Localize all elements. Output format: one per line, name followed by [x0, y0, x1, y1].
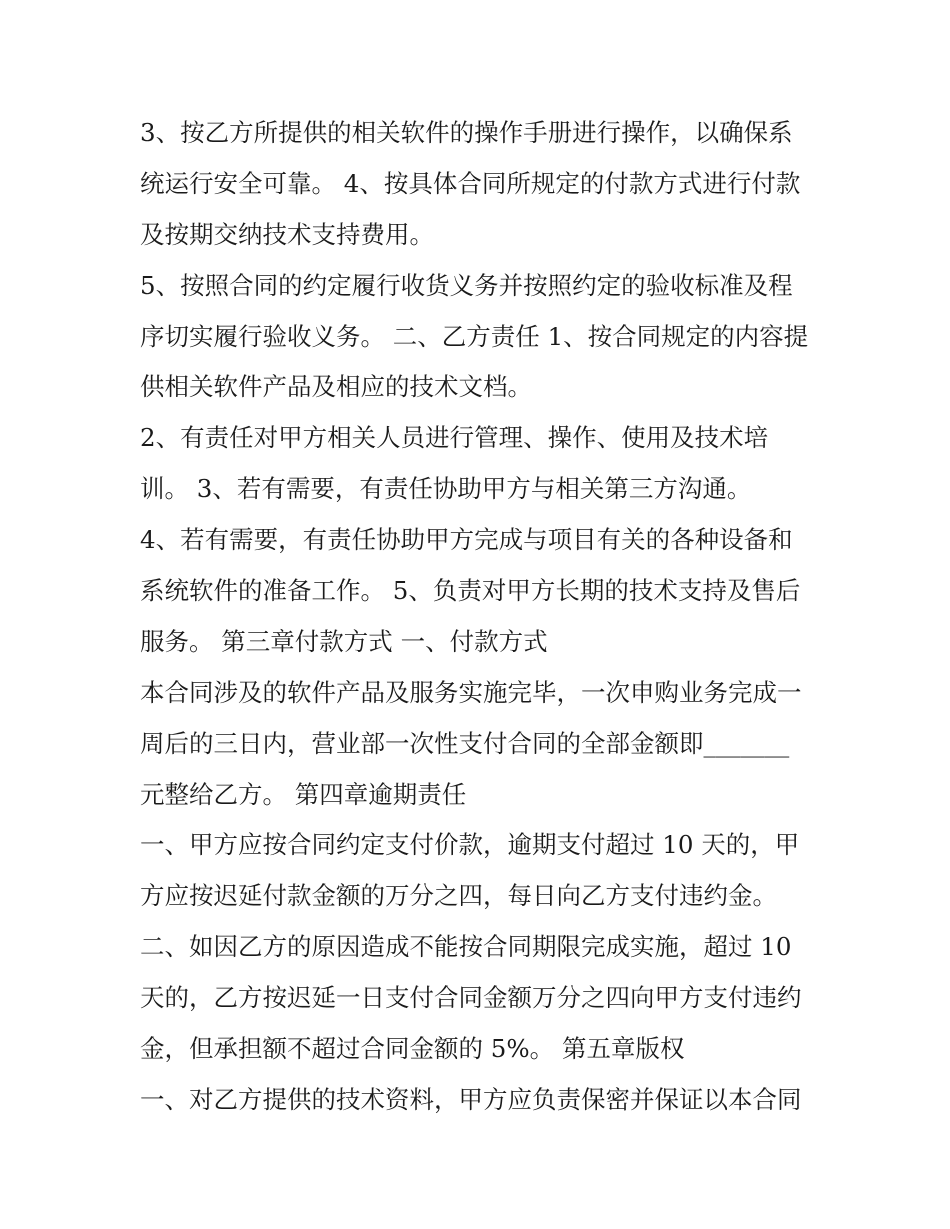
text-line: 二、如因乙方的原因造成不能按合同期限完成实施，超过 10 — [140, 932, 792, 962]
contract-body-text — [140, 108, 830, 1126]
text-line: 3、按乙方所提供的相关软件的操作手册进行操作，以确保系 — [140, 118, 793, 147]
text-line: 金，但承担额不超过合同金额的 5%。 第五章版权 — [140, 1034, 685, 1064]
text-line: 及按期交纳技术支持费用。 — [140, 219, 434, 249]
text-line: 序切实履行验收义务。 二、乙方责任 1、按合同规定的内容提 — [140, 321, 809, 351]
text-line: 一、对乙方提供的技术资料，甲方应负责保密并保证以本合同 — [140, 1084, 802, 1114]
text-line: 统运行安全可靠。 4、按具体合同所规定的付款方式进行付款 — [140, 168, 801, 198]
text-line: 元整给乙方。 第四章逾期责任 — [140, 779, 467, 809]
text-line: 天的，乙方按迟延一日支付合同金额万分之四向甲方支付违约 — [140, 983, 802, 1013]
text-line: 4、若有需要，有责任协助甲方完成与项目有关的各种设备和 — [140, 525, 793, 555]
text-line: 系统软件的准备工作。 5、负责对甲方长期的技术支持及售后 — [140, 576, 801, 606]
text-line: 训。 3、若有需要，有责任协助甲方与相关第三方沟通。 — [140, 474, 752, 504]
text-line: 5、按照合同的约定履行收货义务并按照约定的验收标准及程 — [140, 270, 793, 300]
text-line: 供相关软件产品及相应的技术文档。 — [140, 372, 532, 402]
text-line: 方应按迟延付款金额的万分之四，每日向乙方支付违约金。 — [140, 881, 777, 911]
text-line: 一、甲方应按合同约定支付价款，逾期支付超过 10 天的，甲 — [140, 830, 800, 860]
text-line: 服务。 第三章付款方式 一、付款方式 — [140, 626, 548, 656]
text-line: 本合同涉及的软件产品及服务实施完毕，一次申购业务完成一 — [140, 677, 802, 707]
text-line: 周后的三日内，营业部一次性支付合同的全部金额即_______ — [140, 728, 790, 758]
text-line: 2、有责任对甲方相关人员进行管理、操作、使用及技术培 — [140, 423, 769, 453]
